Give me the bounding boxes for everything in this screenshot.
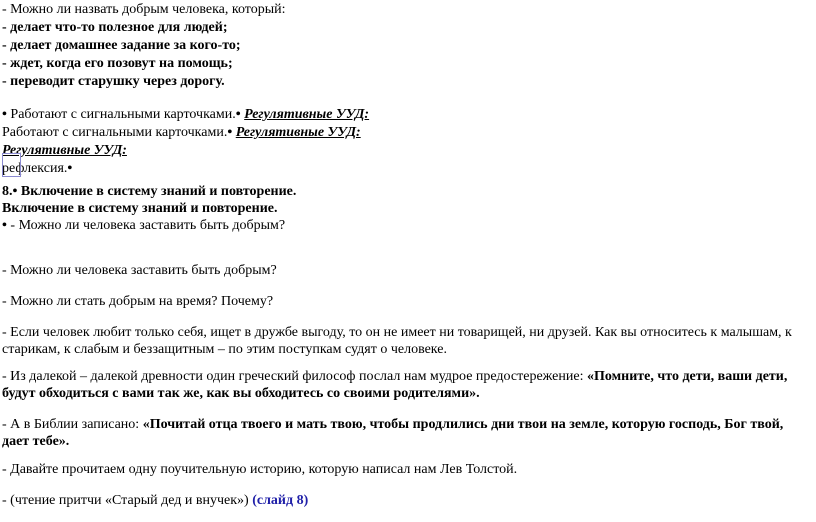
- embedded-object-frame: [2, 153, 21, 177]
- uud-label: Регулятивные УУД:: [244, 107, 370, 122]
- bullet-icon: •: [67, 161, 73, 176]
- uud-label: Регулятивные УУД:: [2, 143, 127, 158]
- section8-heading-repeat: Включение в систему знаний и повторение.: [2, 201, 278, 216]
- intro-question: - Можно ли назвать добрым человека, который:: [2, 2, 286, 17]
- bullet-icon: •: [2, 107, 7, 122]
- uud-label: Регулятивные УУД:: [235, 125, 361, 140]
- section8-heading: Включение в систему знаний и повторение.: [20, 184, 297, 199]
- reading-text: - (чтение притчи «Старый дед и внучек»): [2, 493, 253, 508]
- intro-item-2: - делает домашнее задание за кого-то;: [2, 38, 241, 53]
- cards-text: Работают с сигнальными карточками.: [10, 107, 236, 122]
- bullet-icon: •: [2, 218, 7, 233]
- paragraph-bible: [2, 416, 792, 450]
- intro-item-4: - переводит старушку через дорогу.: [2, 74, 225, 89]
- paragraph-tolstoy: - Давайте прочитаем одну поучительную историю, которую написал нам Лев Толстой.: [2, 462, 518, 477]
- question-force: - Можно ли человека заставить быть добрым?: [2, 263, 277, 278]
- section8-first-question: [2, 218, 285, 234]
- bullet-icon: •: [235, 107, 241, 122]
- paragraph-reading: [2, 493, 308, 509]
- section8-heading-line: [2, 184, 296, 200]
- paragraph-selfish: - Если человек любит только себя, ищет в дружбе выгоду, то он не имеет ни товарищей, ни друзей. Как вы относитесь к малышам, к старикам, к слабым и беззащитным – по этим поступкам судят о человеке.: [2, 325, 792, 357]
- bible-quote: «Почитай отца твоего и мать твою, чтобы продлились дни твои на земле, которую господь, Бог твой, дает тебе».: [2, 417, 784, 449]
- slide-reference: (слайд 8): [252, 493, 309, 508]
- regulatory-line-1: [2, 107, 369, 123]
- bible-intro: - А в Библии записано:: [2, 417, 143, 432]
- philosopher-quote: «Помните, что дети, ваши дети, будут обходиться с вами так же, как вы обходитесь со своими родителями».: [2, 369, 788, 401]
- regulatory-line-2: [2, 125, 361, 141]
- philosopher-intro: - Из далекой – далекой древности один греческий философ послал нам мудрое предостережение:: [2, 369, 587, 384]
- first-question-text: - Можно ли человека заставить быть добрым?: [10, 218, 286, 233]
- intro-item-3: - ждет, когда его позовут на помощь;: [2, 56, 233, 71]
- bullet-icon: •: [227, 125, 233, 140]
- paragraph-philosopher: [2, 368, 792, 402]
- bullet-icon: •: [12, 184, 18, 199]
- section8-number: 8.: [2, 184, 13, 199]
- cards-text: Работают с сигнальными карточками.: [2, 125, 228, 140]
- intro-item-1: - делает что-то полезное для людей;: [2, 20, 228, 35]
- reflection-text: рефлексия.: [2, 161, 68, 176]
- question-time: - Можно ли стать добрым на время? Почему?: [2, 294, 274, 309]
